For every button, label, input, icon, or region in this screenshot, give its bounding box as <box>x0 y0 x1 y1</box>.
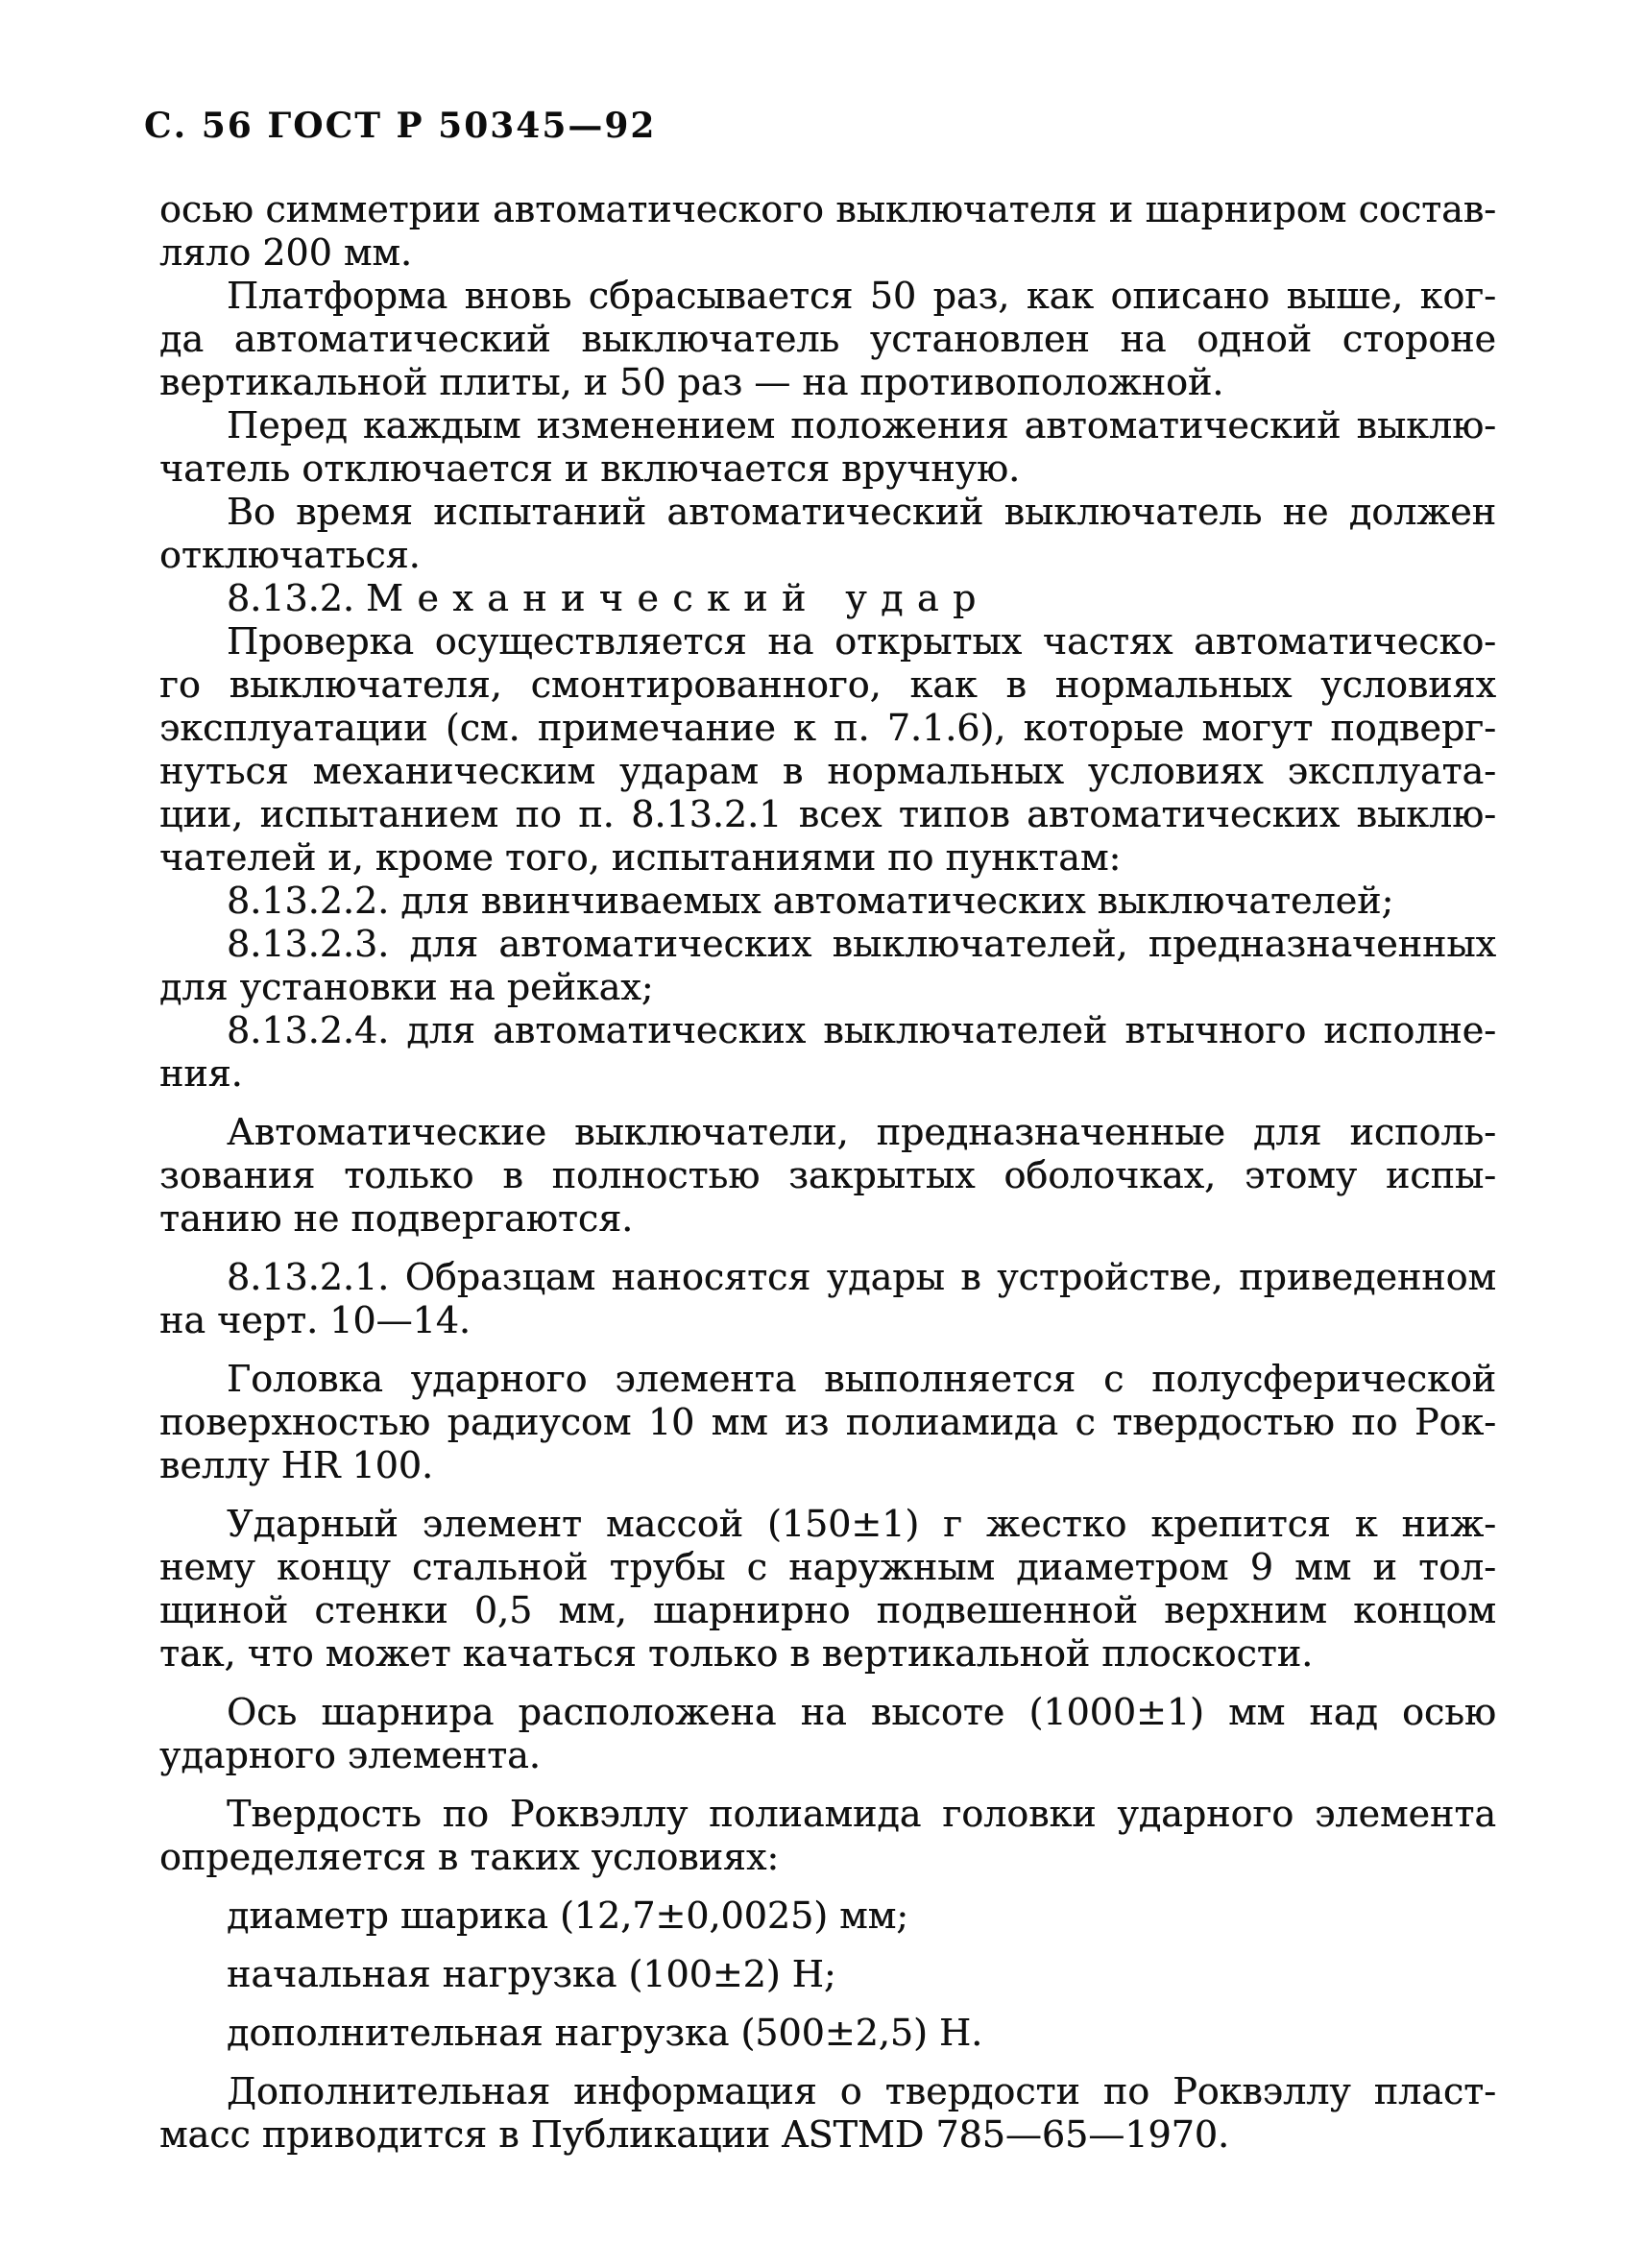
text-line: начальная нагрузка (100±2) Н; <box>227 1953 836 1995</box>
text-line: диаметр шарика (12,7±0,0025) мм; <box>227 1894 909 1937</box>
paragraph <box>159 1691 1496 1777</box>
text-line: Во время испытаний автоматический выключатель не должен <box>227 491 1496 533</box>
text-line: на черт. 10—14. <box>159 1299 471 1341</box>
text-line: ударного элемента. <box>159 1734 541 1776</box>
paragraph <box>159 1358 1496 1487</box>
section-heading <box>159 577 1496 620</box>
paragraph <box>159 2012 1496 2055</box>
text-line: осью симметрии автоматического выключателя и шарниром состав- <box>159 188 1496 230</box>
text-line: Ось шарнира расположена на высоте (1000±1) мм над осью <box>227 1691 1496 1733</box>
text-line: Твердость по Роквэллу полиамида головки ударного элемента <box>227 1793 1496 1835</box>
paragraph <box>159 923 1496 1009</box>
paragraph <box>159 491 1496 577</box>
text-line: 8.13.2.2. для ввинчиваемых автоматических выключателей; <box>227 880 1394 922</box>
paragraph <box>159 275 1496 404</box>
paragraph <box>159 1793 1496 1879</box>
text-line: 8.13.2.4. для автоматических выключателей втычного исполне- <box>227 1009 1496 1051</box>
paragraph <box>159 1503 1496 1676</box>
text-line: зования только в полностью закрытых оболочках, этому испы- <box>159 1154 1496 1196</box>
paragraph <box>159 188 1496 275</box>
text-line <box>159 577 1496 620</box>
text-line: Платформа вновь сбрасывается 50 раз, как описано выше, ког- <box>227 275 1496 317</box>
text-line: чателей и, кроме того, испытаниями по пунктам: <box>159 836 1122 879</box>
paragraph <box>159 1111 1496 1241</box>
paragraph <box>159 1953 1496 1996</box>
text-line: 8.13.2.1. Образцам наносятся удары в устройстве, приведенном <box>227 1256 1496 1298</box>
text-line: дополнительная нагрузка (500±2,5) Н. <box>227 2012 983 2054</box>
text-line: Головка ударного элемента выполняется с полусферической <box>227 1358 1496 1400</box>
paragraph <box>159 404 1496 491</box>
text-line: веллу HR 100. <box>159 1444 434 1486</box>
text-line: 8.13.2.3. для автоматических выключателей, предназначенных <box>227 923 1496 965</box>
text-line: ции, испытанием по п. 8.13.2.1 всех типов автоматических выклю- <box>159 793 1496 835</box>
text-line: Ударный элемент массой (150±1) г жестко крепится к ниж- <box>227 1503 1496 1545</box>
text-line: так, что может качаться только в вертикальной плоскости. <box>159 1632 1314 1675</box>
text-line: вертикальной плиты, и 50 раз — на противоположной. <box>159 361 1224 403</box>
paragraph <box>159 2070 1496 2157</box>
text-line: чатель отключается и включается вручную. <box>159 447 1021 490</box>
text-line: для установки на рейках; <box>159 966 654 1008</box>
paragraph <box>159 1256 1496 1342</box>
document-body <box>159 188 1496 2157</box>
text-line: эксплуатации (см. примечание к п. 7.1.6), которые могут подверг- <box>159 707 1496 749</box>
text-line: Дополнительная информация о твердости по Роквэллу пласт- <box>227 2070 1496 2112</box>
text-line: нуться механическим ударам в нормальных условиях эксплуата- <box>159 750 1496 792</box>
section-number: 8.13.2. <box>227 577 367 619</box>
text-line: танию не подвергаются. <box>159 1197 634 1240</box>
paragraph <box>159 620 1496 880</box>
text-line: щиной стенки 0,5 мм, шарнирно подвешенной верхним концом <box>159 1589 1496 1631</box>
text-line: го выключателя, смонтированного, как в нормальных условиях <box>159 664 1496 706</box>
section-title: Механический удар <box>366 577 990 619</box>
text-line: определяется в таких условиях: <box>159 1836 780 1878</box>
page-header: С. 56 ГОСТ Р 50345—92 <box>144 106 657 146</box>
paragraph <box>159 1009 1496 1096</box>
text-line: ляло 200 мм. <box>159 231 413 274</box>
text-line: поверхностью радиусом 10 мм из полиамида с твердостью по Рок- <box>159 1401 1496 1443</box>
text-line: ния. <box>159 1052 243 1095</box>
paragraph <box>159 1894 1496 1938</box>
text-line: Автоматические выключатели, предназначенные для исполь- <box>227 1111 1496 1153</box>
text-line: масс приводится в Публикации ASTMD 785—65—1970. <box>159 2113 1230 2156</box>
text-line: отключаться. <box>159 534 421 576</box>
text-line: да автоматический выключатель установлен на одной стороне <box>159 318 1496 360</box>
text-line: Проверка осуществляется на открытых частях автоматическо- <box>227 620 1496 663</box>
text-line: Перед каждым изменением положения автоматический выклю- <box>227 404 1496 446</box>
paragraph <box>159 880 1496 923</box>
text-line: нему концу стальной трубы с наружным диаметром 9 мм и тол- <box>159 1546 1496 1588</box>
